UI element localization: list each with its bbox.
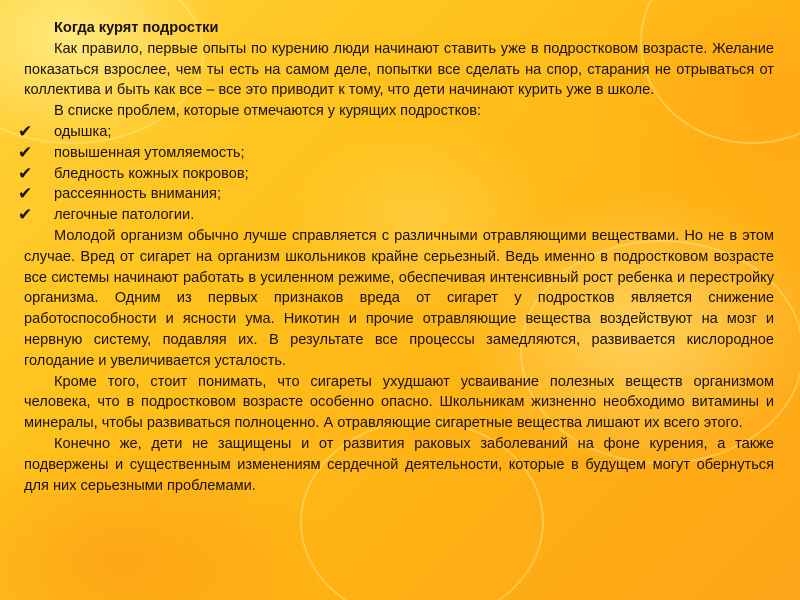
list-item [18,142,774,164]
check-icon: ✔ [18,163,33,183]
slide-content [18,18,774,496]
list-item-text: легочные патологии. [54,207,195,224]
paragraph-organism: Молодой организм обычно лучше справляется с различными отравляющими веществами. Но не в этом случае. Вред от сигарет на организм школьников крайне серьезный. Ведь именно в подростковом возрасте все системы начинают работать в усиленном режиме, обеспечивая интенсивный рост ребенка и перестройку организма. Одним из первых признаков вреда от сигарет у подростков является снижение работоспособности и ясности ума. Никотин и прочие отравляющие вещества воздействуют на мозг и нервную систему, подавляя их. В результате все процессы замедляются, развивается кислородное голодание и увеличивается усталость. [24,227,774,369]
list-item-text: рассеянность внимания; [54,186,222,203]
check-icon: ✔ [18,121,33,141]
check-icon: ✔ [18,205,33,225]
paragraph-intro: Как правило, первые опыты по курению люди начинают ставить уже в подростковом возрасте. Желание показаться взрослее, чем ты есть на самом деле, попытки все сделать на спор, старания не отрываться от коллектива и быть как все – все это приводит к тому, что дети начинают курить уже в школе. [24,40,774,99]
paragraph-nutrients: Кроме того, стоит понимать, что сигареты ухудшают усваивание полезных веществ организмом человека, что в подростковом возрасте особенно опасно. Школьникам жизненно необходимо витамины и минералы, чтобы развиваться полноценно. А отравляющие сигаретные вещества лишают их всего этого. [24,373,774,432]
symptoms-list [18,121,774,226]
list-item-text: бледность кожных покровов; [54,165,249,182]
slide-title: Когда курят подростки [54,20,219,36]
list-item [18,184,774,205]
paragraph-diseases: Конечно же, дети не защищены и от развития раковых заболеваний на фоне курения, а также подвержены и существенным изменениям сердечной деятельности, которые в будущем могут обернуться для них серьезными проблемами. [24,435,774,494]
check-icon: ✔ [18,184,33,204]
list-item [18,205,774,226]
check-icon: ✔ [18,142,33,162]
list-item [18,163,774,185]
list-item-text: повышенная утомляемость; [54,144,245,161]
list-item-text: одышка; [54,123,112,140]
list-item [18,121,774,143]
paragraph-list-lead: В списке проблем, которые отмечаются у курящих подростков: [54,103,482,120]
